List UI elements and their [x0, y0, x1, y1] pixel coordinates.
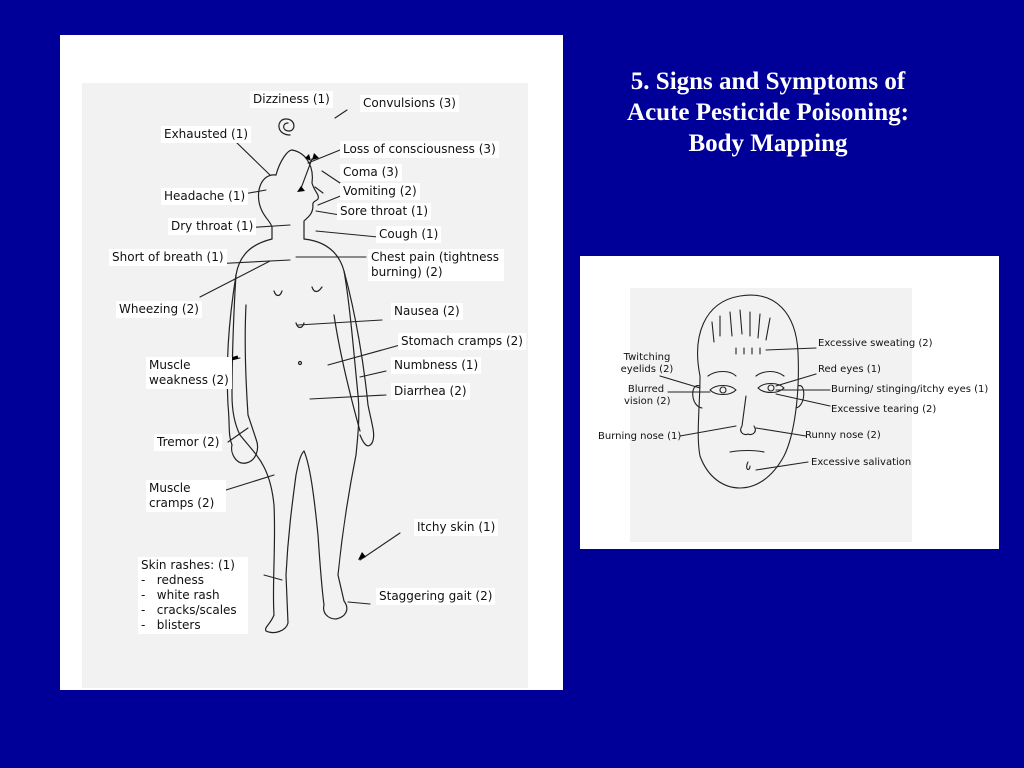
label-burning-nose: Burning nose (1) [598, 431, 682, 442]
label-dizziness: Dizziness (1) [250, 91, 333, 108]
label-line: Muscle [149, 481, 191, 495]
label-line: weakness (2) [149, 373, 229, 387]
label-dry-throat: Dry throat (1) [168, 218, 256, 235]
label-excessive-sweating: Excessive sweating (2) [818, 338, 933, 349]
label-line: Skin rashes: (1) [141, 558, 235, 572]
skin-rashes-list [141, 573, 245, 633]
label-line: Twitching [623, 352, 671, 363]
label-nausea: Nausea (2) [391, 303, 463, 320]
label-skin-rashes [138, 557, 248, 634]
label-loss-of-consciousness: Loss of consciousness (3) [340, 141, 499, 158]
list-item: - cracks/scales [141, 603, 245, 618]
label-tremor: Tremor (2) [154, 434, 222, 451]
label-line: cramps (2) [149, 496, 215, 510]
body-map-panel [60, 35, 563, 690]
list-item: - white rash [141, 588, 245, 603]
label-muscle-weakness [146, 357, 232, 389]
label-short-of-breath: Short of breath (1) [109, 249, 227, 266]
label-headache: Headache (1) [161, 188, 248, 205]
slide-title [588, 66, 948, 159]
label-cough: Cough (1) [376, 226, 441, 243]
label-staggering-gait: Staggering gait (2) [376, 588, 495, 605]
label-exhausted: Exhausted (1) [161, 126, 251, 143]
label-chest-pain [368, 249, 504, 281]
label-twitching-eyelids [620, 352, 674, 376]
label-line: Chest pain (tightness [371, 250, 500, 264]
label-wheezing: Wheezing (2) [116, 301, 202, 318]
list-item: - redness [141, 573, 245, 588]
label-line: Muscle [149, 358, 191, 372]
label-line: burning) (2) [371, 265, 443, 279]
label-diarrhea: Diarrhea (2) [391, 383, 470, 400]
label-vomiting: Vomiting (2) [340, 183, 420, 200]
label-runny-nose: Runny nose (2) [805, 430, 881, 441]
label-sore-throat: Sore throat (1) [337, 203, 431, 220]
title-line: 5. Signs and Symptoms of [630, 68, 906, 95]
label-burning-eyes: Burning/ stinging/itchy eyes (1) [831, 384, 989, 395]
label-excessive-salivation: Excessive salivation [811, 457, 912, 468]
title-line: Body Mapping [688, 130, 848, 157]
face-map-panel [580, 256, 999, 549]
label-coma: Coma (3) [340, 164, 402, 181]
label-convulsions: Convulsions (3) [360, 95, 459, 112]
label-itchy-skin: Itchy skin (1) [414, 519, 498, 536]
label-red-eyes: Red eyes (1) [818, 364, 881, 375]
label-numbness: Numbness (1) [391, 357, 481, 374]
label-stomach-cramps: Stomach cramps (2) [398, 333, 526, 350]
label-line: eyelids (2) [620, 364, 674, 375]
list-item: - blisters [141, 618, 245, 633]
label-blurred-vision [624, 384, 671, 408]
label-line: Blurred [627, 384, 665, 395]
label-line: vision (2) [624, 396, 671, 407]
label-muscle-cramps [146, 480, 226, 512]
title-line: Acute Pesticide Poisoning: [627, 99, 909, 126]
label-excessive-tearing: Excessive tearing (2) [831, 404, 937, 415]
